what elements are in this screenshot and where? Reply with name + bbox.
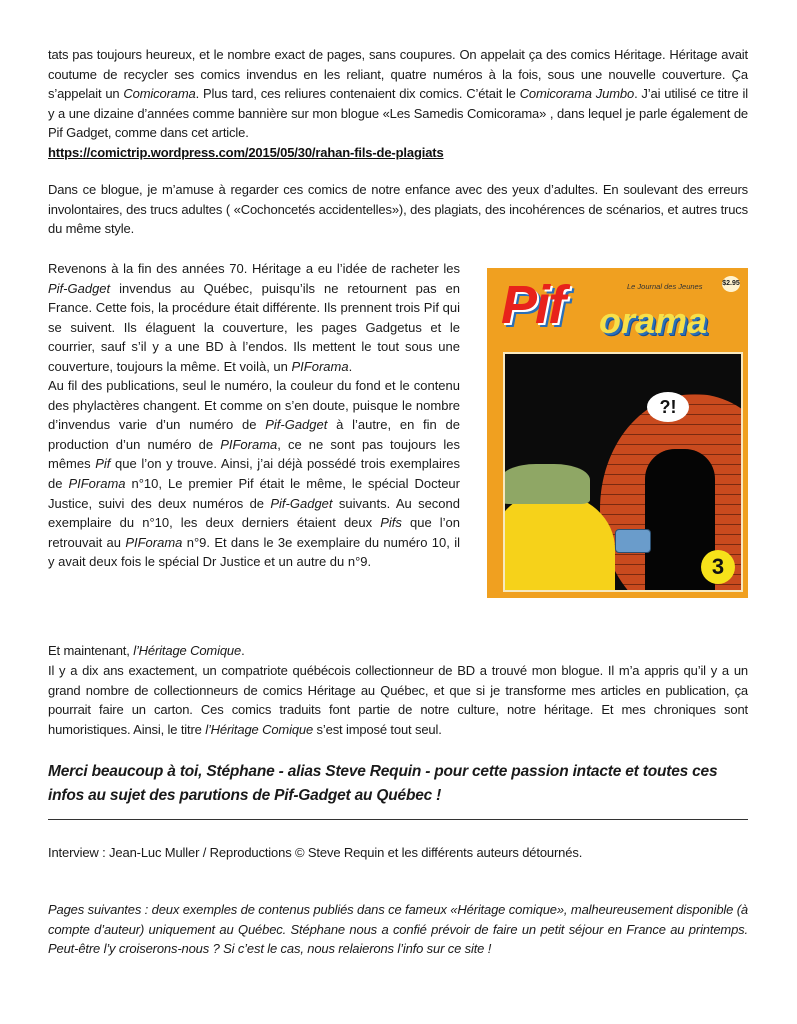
paragraph-blogue	[48, 180, 748, 239]
italic-text: Pif-Gadget	[265, 417, 328, 433]
italic-text: Pif	[95, 456, 111, 472]
text-run: Dans ce blogue, je m’amuse à regarder ces comics de notre enfance avec des yeux d’adultes. En soulevant des erreurs involontaires, des trucs adultes ( «Cochoncetés accidentelles»), des plagiats, des incohérences de scénarios, et autres trucs du même style.	[48, 182, 748, 237]
paragraph-heritage-comique	[48, 661, 748, 739]
cover-issue-number: 3	[701, 550, 735, 584]
cover-logo-pif: Pif	[501, 275, 565, 335]
text-run: invendus au Québec, puisqu’ils ne retournent pas en France. Cette fois, la procédure était différente. Ils prennent trois Pif qui se suivent. Ils élaguent la couverture, les pages Gadgetus et le courrier, sauf s’il y a une BD à l’endos. Ils mettent le tout sous une couverture, toujours la même. Et voilà, un	[48, 280, 460, 374]
text-run: suivants. Au second exemplaire du n°10, les deux derniers étaient deux	[48, 495, 460, 531]
italic-text: PIForama	[220, 436, 278, 452]
paragraph-publications	[48, 376, 460, 572]
italic-text: Comicorama	[123, 86, 196, 102]
text-run: Au fil des publications, seul le numéro, la couleur du fond et le contenu des phylactères changent. Et comme on s’en doute, puisque le nombre d’invendus varie d’un numéro de	[48, 378, 460, 433]
credits-text: Interview : Jean-Luc Muller / Reproductions © Steve Requin et les différents auteurs détournés.	[48, 845, 583, 860]
text-run: n°9. Et dans le 3e exemplaire du numéro 10, il y avait deux fois le spécial Dr Justice et un autre du n°9.	[48, 534, 460, 570]
paragraph-heritage-heading	[48, 641, 748, 661]
italic-text: PIForama	[68, 475, 126, 491]
thanks-text: Merci beaucoup à toi, Stéphane - alias Steve Requin - pour cette passion intacte et toutes ces infos au sujet des parutions de Pif-Gadget au Québec !	[48, 763, 718, 804]
text-run: . Plus tard, ces reliures contenaient dix comics. C’était le	[195, 86, 520, 102]
italic-text: Pif-Gadget	[48, 280, 111, 296]
blog-link[interactable]: https://comictrip.wordpress.com/2015/05/30/rahan-fils-de-plagiats	[48, 145, 444, 160]
italic-text: l’Héritage Comique	[133, 643, 242, 658]
speech-bubble: ?!	[647, 392, 689, 422]
text-run: .	[241, 643, 245, 658]
paragraph-pages-suivantes	[48, 900, 748, 959]
paragraph-comicorama	[48, 45, 748, 143]
gadget-device	[615, 529, 651, 553]
italic-text: Pages suivantes : deux exemples de contenus publiés dans ce fameux «Héritage comique», malheureusement disponible (à compte d’auteur) uniquement au Québec. Stéphane nous a confié prévoir de faire un petit séjour en France au printemps. Peut-être l’y croiserons-nous ? Si c’est le cas, nous relaierons l’info sur ce site !	[48, 902, 748, 957]
cover-logo-orama: orama	[599, 300, 708, 341]
text-run: que l’on retrouvait au	[48, 515, 461, 550]
piforama-cover-image	[487, 268, 748, 598]
text-run: .	[348, 358, 353, 374]
text-run: à l’autre, en fin de production d’un numéro de	[48, 417, 460, 452]
italic-text: l’Héritage Comique	[205, 721, 314, 737]
cover-tagline: Le Journal des Jeunes	[627, 282, 703, 291]
italic-text: Pif-Gadget	[270, 495, 333, 511]
italic-text: Pifs	[380, 515, 402, 531]
text-run: Et maintenant,	[48, 643, 134, 658]
italic-text: Comicorama Jumbo	[519, 86, 635, 102]
text-run: tats pas toujours heureux, et le nombre exact de pages, sans coupures. On appelait ça des comics Héritage. Héritage avait coutume de recycler ses comics invendus en les reliant, quatre numéros à la fois, sous une nouvelle couverture. Ça s’appelait un	[48, 47, 748, 102]
text-run: , ce ne sont pas toujours les mêmes	[48, 436, 460, 472]
cover-price: $2.95	[722, 276, 740, 292]
text-run: Il y a dix ans exactement, un compatriote québécois collectionneur de BD a trouvé mon blogue. Il m’a appris qu’il y a un grand nombre de collectionneurs de comics Héritage au Québec, et que si je transforme mes articles en publication, ça pourrait faire un carton. Ces comics traduits font partie de notre culture, notre héritage. Et mes chroniques sont humoristiques. Ainsi, le titre	[48, 663, 748, 737]
text-run: n°10, Le premier Pif était le même, le spécial Docteur Justice, suivi des deux numéros de	[48, 475, 460, 511]
text-run: s’est imposé tout seul.	[313, 721, 442, 737]
italic-text: PIForama	[291, 358, 349, 374]
pif-character	[503, 494, 615, 592]
paragraph-piforama-intro	[48, 259, 460, 377]
text-run: Revenons à la fin des années 70. Héritage a eu l’idée de racheter les	[48, 261, 460, 276]
hat	[503, 464, 590, 504]
cover-illustration	[503, 352, 743, 592]
text-run: . J’ai utilisé ce titre il y a une dizaine d’années comme bannière sur mon blogue «Les Samedis Comicorama» , dans lequel je parle également de Pif Gadget, comme dans cet article.	[48, 86, 748, 141]
divider	[48, 819, 748, 820]
text-run: que l’on y trouve. Ainsi, j’ai déjà possédé trois exemplaires de	[48, 456, 461, 491]
italic-text: PIForama	[125, 534, 183, 550]
